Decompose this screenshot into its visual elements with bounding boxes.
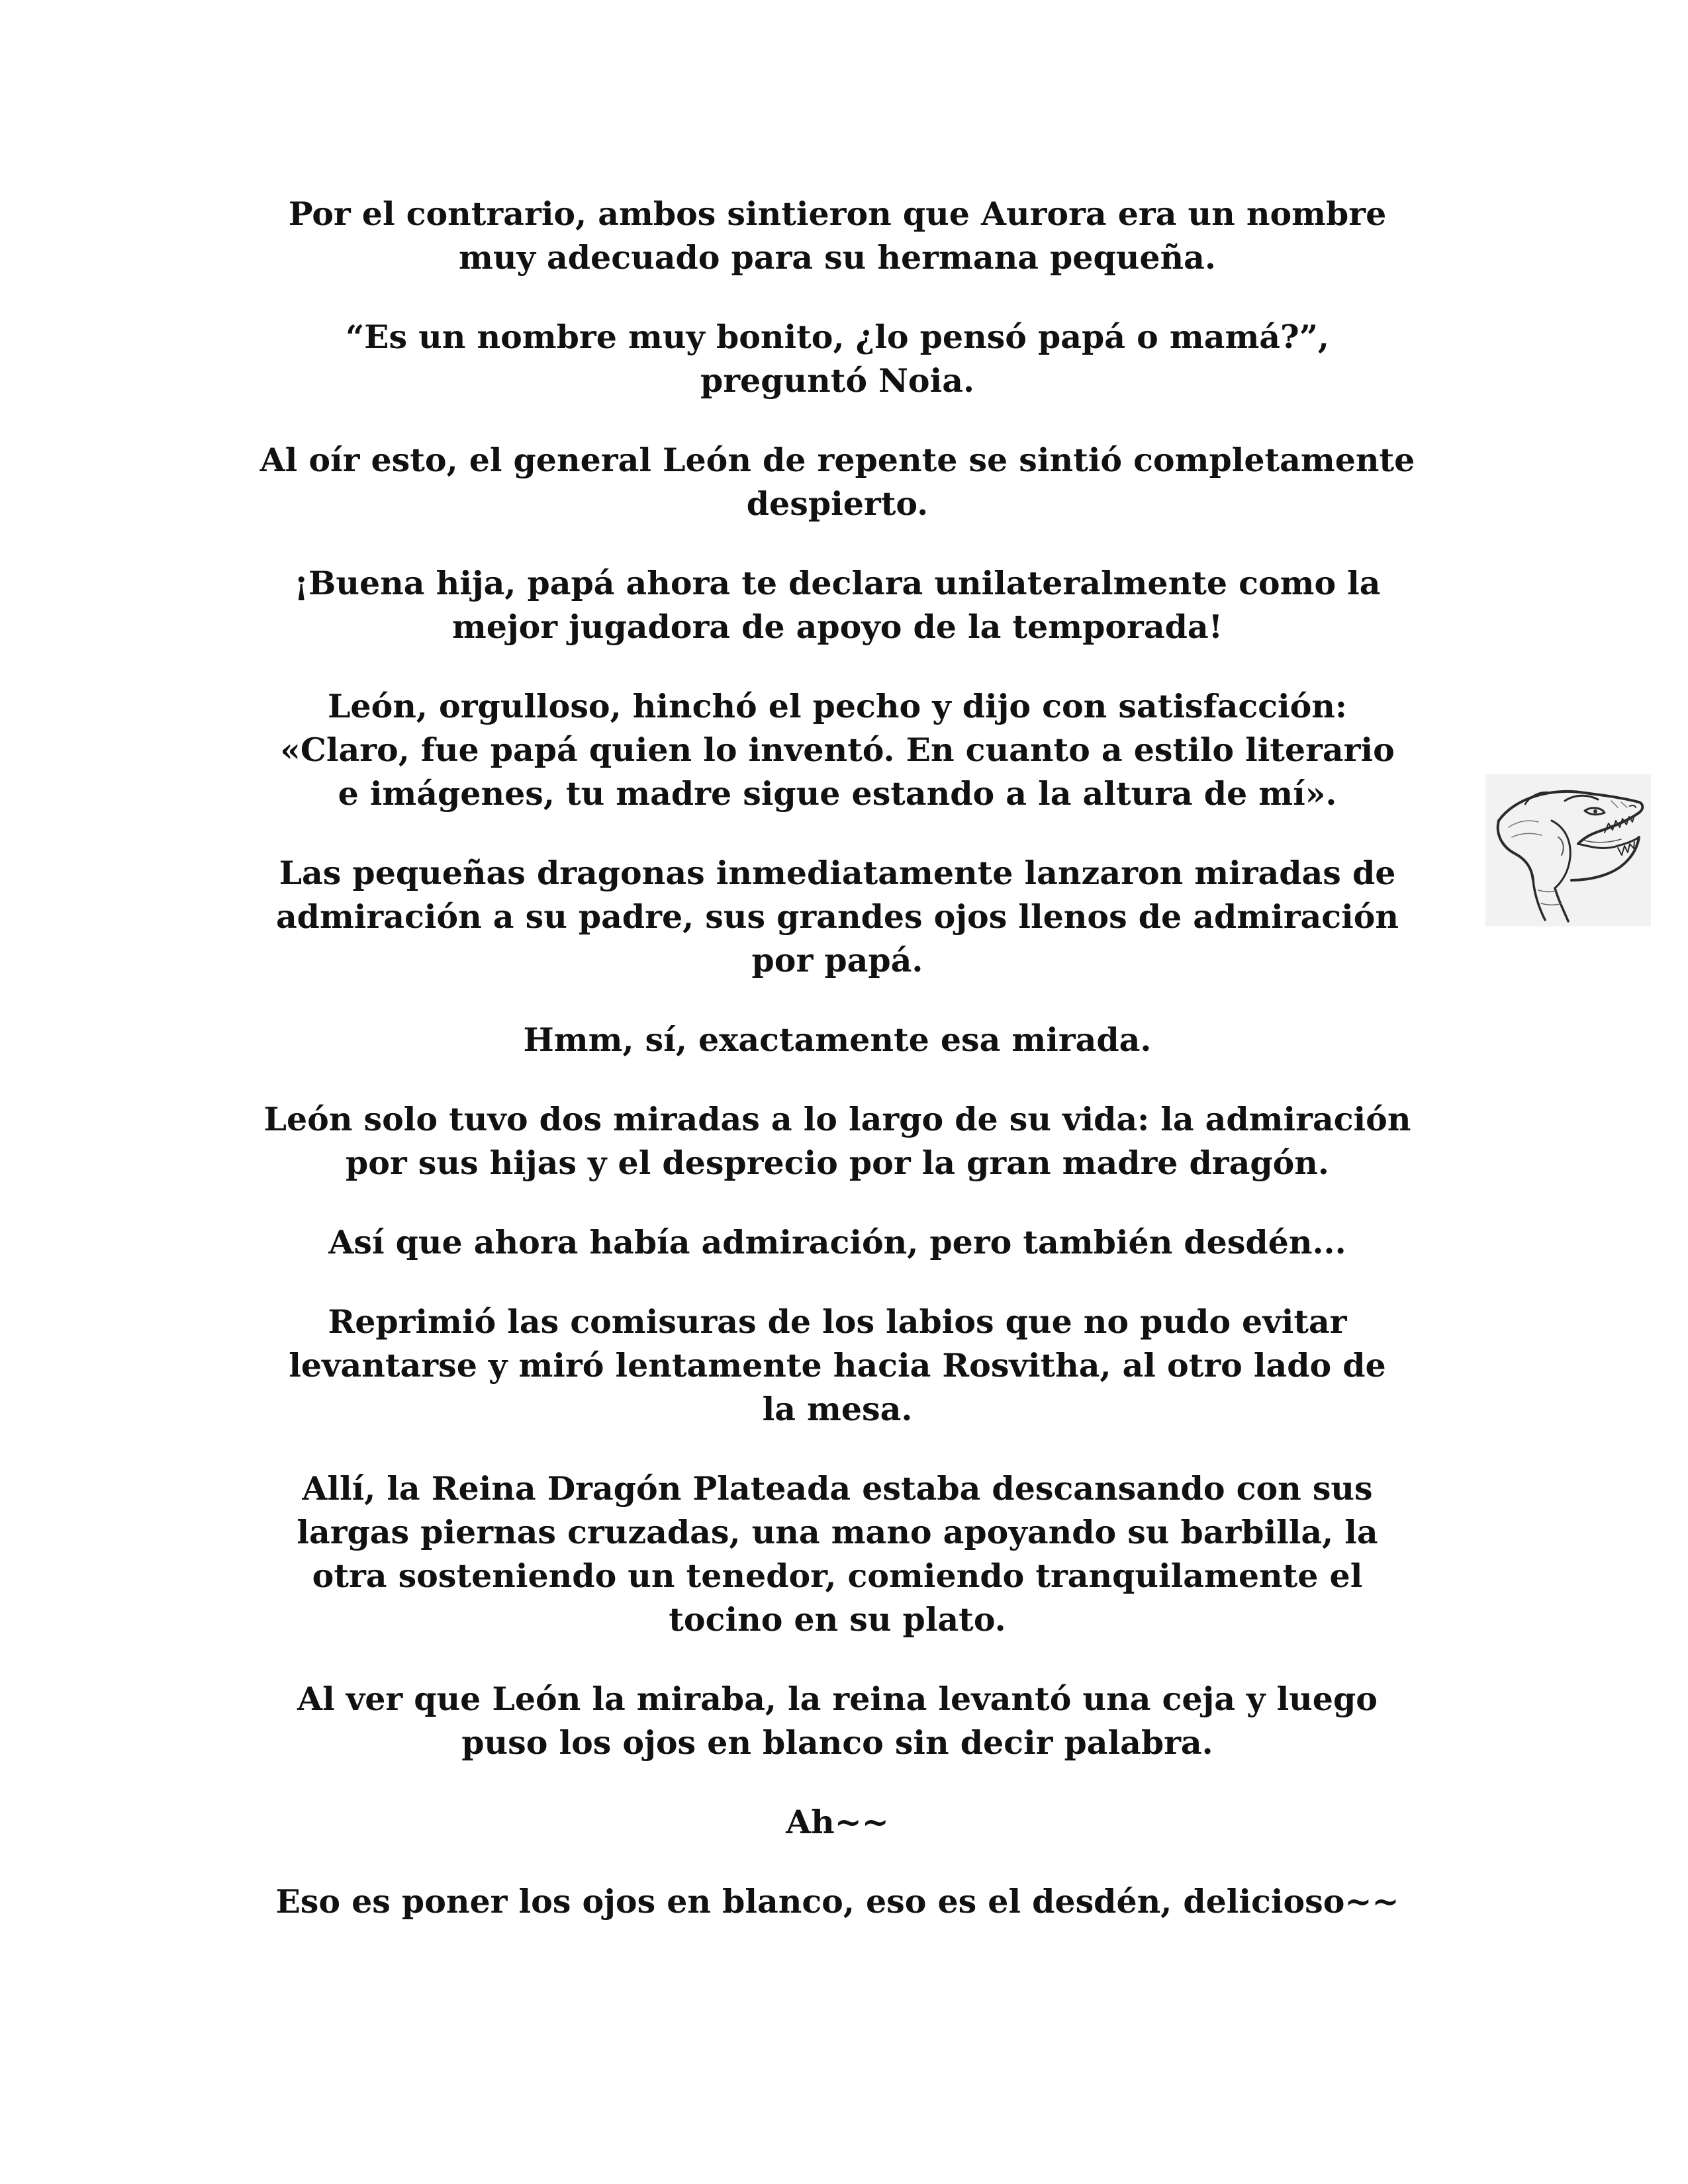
text-line: Hmm, sí, exactamente esa mirada.: [523, 1021, 1152, 1059]
dragon-head-sketch-icon: [1485, 774, 1651, 927]
text-line: Por el contrario, ambos sintieron que Aurora era un nombre: [288, 195, 1387, 233]
text-line: Ah~~: [786, 1803, 889, 1841]
paragraph: [218, 192, 1456, 279]
paragraph: [218, 1880, 1456, 1923]
text-line: León, orgulloso, hinchó el pecho y dijo con satisfacción:: [327, 687, 1348, 725]
text-line: largas piernas cruzadas, una mano apoyando su barbilla, la: [297, 1513, 1378, 1551]
text-line: mejor jugadora de apoyo de la temporada!: [451, 608, 1223, 646]
text-line: “Es un nombre muy bonito, ¿lo pensó papá o mamá?”,: [345, 318, 1329, 356]
paragraph: [218, 1800, 1456, 1844]
paragraph: [218, 684, 1456, 815]
text-line: Reprimió las comisuras de los labios que no pudo evitar: [328, 1302, 1347, 1341]
paragraph: [218, 561, 1456, 649]
text-line: ¡Buena hija, papá ahora te declara unilateralmente como la: [294, 564, 1381, 602]
paragraph: [218, 1018, 1456, 1062]
paragraph: [218, 851, 1456, 982]
paragraph: [218, 1097, 1456, 1185]
text-line: preguntó Noia.: [700, 361, 975, 400]
paragraph: [218, 1677, 1456, 1764]
text-line: Así que ahora había admiración, pero también desdén...: [328, 1223, 1346, 1261]
text-line: levantarse y miró lentamente hacia Rosvitha, al otro lado de: [289, 1346, 1386, 1385]
text-line: admiración a su padre, sus grandes ojos llenos de admiración: [275, 897, 1399, 936]
text-line: «Claro, fue papá quien lo inventó. En cuanto a estilo literario: [280, 731, 1395, 769]
text-line: despierto.: [746, 484, 929, 523]
text-line: Al oír esto, el general León de repente se sintió completamente: [259, 441, 1415, 479]
text-line: Al ver que León la miraba, la reina levantó una ceja y luego: [297, 1680, 1378, 1718]
text-line: e imágenes, tu madre sigue estando a la altura de mí».: [338, 774, 1337, 813]
story-text: [218, 192, 1456, 1959]
text-line: Las pequeñas dragonas inmediatamente lanzaron miradas de: [279, 854, 1396, 892]
text-line: tocino en su plato.: [669, 1600, 1006, 1639]
paragraph: [218, 1300, 1456, 1431]
dragon-sketch-drawing: [1485, 774, 1651, 927]
text-line: otra sosteniendo un tenedor, comiendo tranquilamente el: [312, 1557, 1363, 1595]
paragraph: [218, 438, 1456, 525]
text-line: Eso es poner los ojos en blanco, eso es el desdén, delicioso~~: [275, 1882, 1399, 1921]
paragraph: [218, 1467, 1456, 1641]
paragraph: [218, 315, 1456, 402]
text-line: por papá.: [751, 941, 923, 979]
text-line: Allí, la Reina Dragón Plateada estaba descansando con sus: [302, 1469, 1373, 1508]
text-line: puso los ojos en blanco sin decir palabra.: [461, 1723, 1213, 1762]
text-line: muy adecuado para su hermana pequeña.: [459, 238, 1216, 277]
text-line: la mesa.: [762, 1390, 913, 1428]
text-line: León solo tuvo dos miradas a lo largo de su vida: la admiración: [263, 1100, 1411, 1138]
text-line: por sus hijas y el desprecio por la gran madre dragón.: [345, 1144, 1329, 1182]
paragraph: [218, 1220, 1456, 1264]
